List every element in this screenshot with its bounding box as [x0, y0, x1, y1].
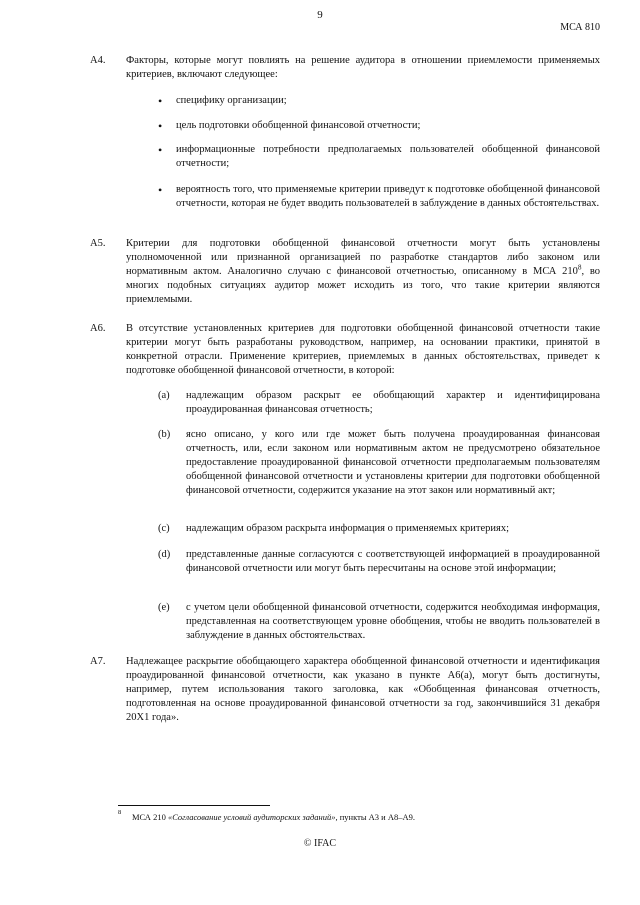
list-item-label: (c): [158, 523, 170, 534]
list-item-text: с учетом цели обобщенной финансовой отчетности, содержится необходимая информация, представленная на соответствующем уровне обобщения, чтобы не вводить пользователей в заблуждение в данных обстоятельствах.: [186, 602, 600, 641]
bullet-item: [158, 183, 600, 211]
list-item-label: (e): [158, 602, 170, 613]
copyright: © IFAC: [303, 838, 337, 849]
paragraph-text: В отсутствие установленных критериев для подготовки обобщенной финансовой отчетности такие критерии могут быть разработаны руководством, например, на основании практики, принятой в конкретной отрасли. Применение критериев, приемлемых в данных обстоятельствах, приведет к подготовке обобщенной финансовой отчетности, в которой:: [126, 323, 600, 376]
bullet-text: вероятность того, что применяемые критерии приведут к подготовке обобщенной финансовой отчетности, которая не будет вводить пользователей в заблуждение в данных обстоятельствах.: [176, 184, 600, 209]
footnote-suffix: , пункты A3 и A8–A9.: [335, 812, 415, 822]
footnote: [132, 812, 602, 823]
list-item-text: представленные данные согласуются с соответствующей информацией в проаудированной финансовой отчетности или могут быть пересчитаны на основе этой информации;: [186, 549, 600, 574]
list-item-label: (d): [158, 549, 171, 560]
paragraph-a4: [90, 54, 600, 82]
paragraph-text: Надлежащее раскрытие обобщающего характера обобщенной финансовой отчетности и идентификация проаудированной финансовой отчетности, как указано в пункте A6(a), могут быть достигнуты, например, путем использования такого заголовка, как «Обобщенная финансовая отчетность, подготовленная на основе проаудированной финансовой отчетности за год, закончившийся 31 декабря 20X1 года».: [126, 656, 600, 723]
paragraph-a5: [90, 237, 600, 307]
paragraph-a7: [90, 655, 600, 725]
bullet-item: [158, 143, 600, 171]
bullet-text: информационные потребности предполагаемых пользователей обобщенной финансовой отчетности;: [176, 144, 600, 169]
bullet-icon: •: [158, 143, 163, 157]
list-item-text: надлежащим образом раскрыт ее обобщающий характер и идентифицирована проаудированная финансовая отчетность;: [186, 390, 600, 415]
page-number: 9: [317, 9, 323, 21]
footnote-reference[interactable]: 8: [577, 263, 582, 272]
bullet-text: специфику организации;: [176, 95, 287, 106]
bullet-item: [158, 94, 600, 108]
paragraph-text: Факторы, которые могут повлиять на решение аудитора в отношении приемлемости применяемых критериев, включают следующее:: [126, 55, 600, 80]
paragraph-number: A5.: [90, 238, 106, 249]
paragraph-number: A4.: [90, 55, 106, 66]
list-item-text: надлежащим образом раскрыта информация о применяемых критериях;: [186, 523, 510, 534]
paragraph-text-continued: , во многих подобных ситуациях аудитор может исходить из того, что такие критерии являются приемлемыми.: [126, 266, 600, 305]
list-item-label: (a): [158, 390, 170, 401]
paragraph-a6: [90, 322, 600, 378]
bullet-icon: •: [158, 183, 163, 197]
bullet-icon: •: [158, 119, 163, 133]
list-item: [158, 601, 600, 643]
list-item: [158, 428, 600, 498]
footnote-mark: 8: [118, 809, 122, 816]
paragraph-number: A6.: [90, 323, 106, 334]
standard-label: МСА 810: [560, 22, 600, 33]
bullet-text: цель подготовки обобщенной финансовой отчетности;: [176, 120, 421, 131]
list-item-text: ясно описано, у кого или где может быть получена проаудированная финансовая отчетность, или, если законом или нормативным актом не предусмотрено обязательное предоставление проаудированной финансовой отчетности предполагаемым пользователям обобщенной финансовой отчетности и установлены критерии для подготовки обобщенной финансовой отчетности, содержится указание на этот закон или нормативный акт;: [186, 429, 600, 496]
paragraph-text: Критерии для подготовки обобщенной финансовой отчетности могут быть установлены уполномоченной или признанной организацией по разработке стандартов либо законом или нормативным актом. Аналогично случаю с финансовой отчетностью, описанному в МСА 210: [126, 238, 600, 277]
footnote-divider: [118, 805, 270, 806]
list-item: [158, 548, 600, 576]
bullet-item: [158, 119, 600, 133]
list-item-label: (b): [158, 429, 171, 440]
bullet-icon: •: [158, 94, 163, 108]
footnote-prefix: МСА 210: [132, 812, 168, 822]
footnote-title: «Согласование условий аудиторских заданий»: [167, 812, 336, 822]
list-item: [158, 522, 600, 536]
list-item: [158, 389, 600, 417]
paragraph-number: A7.: [90, 656, 106, 667]
